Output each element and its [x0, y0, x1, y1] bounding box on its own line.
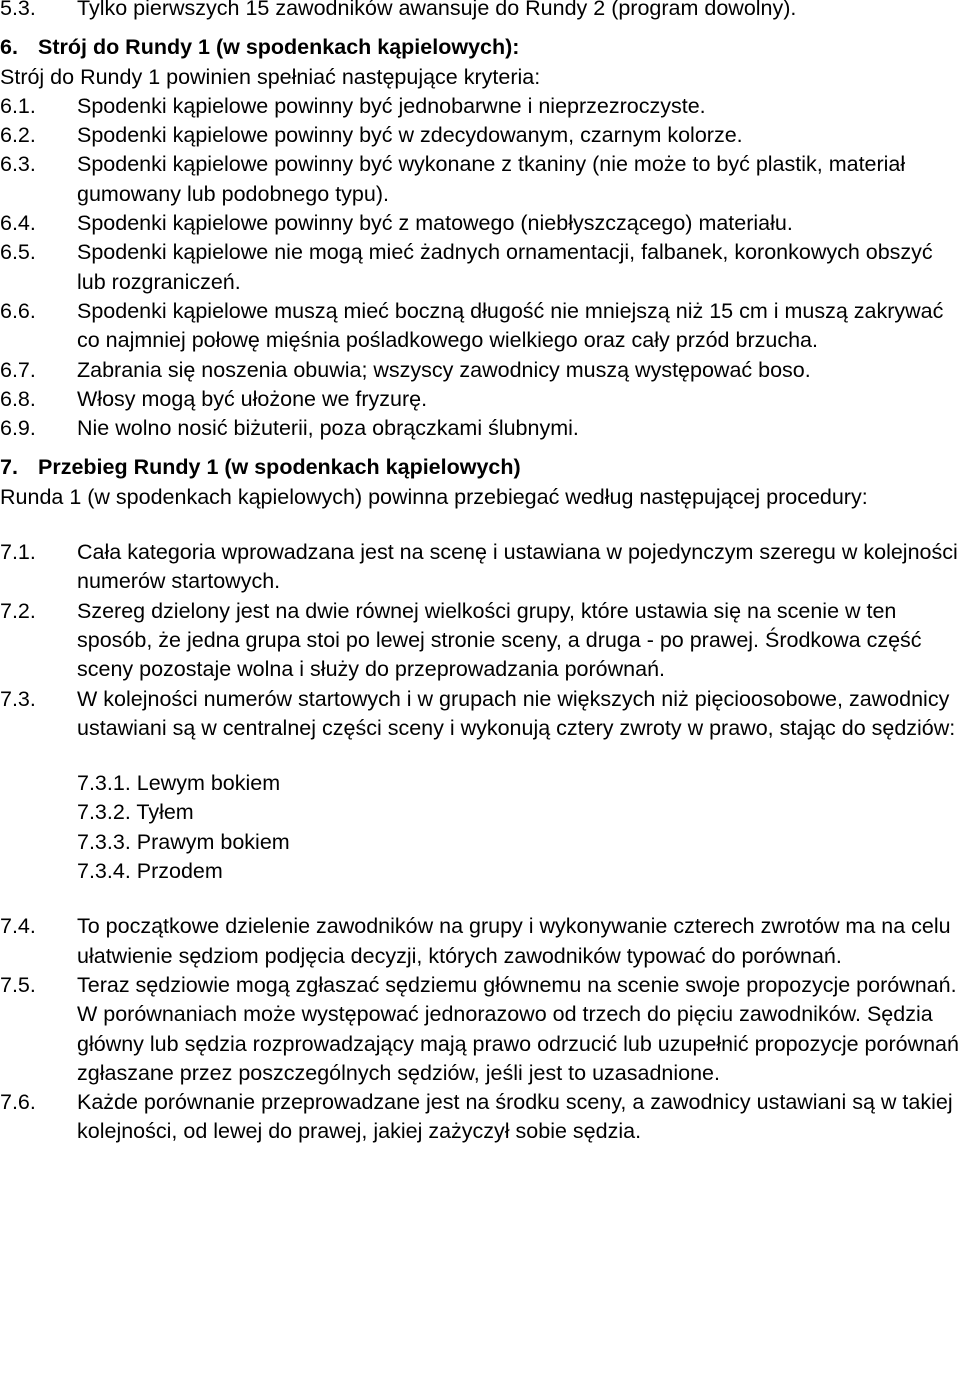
turn-item: 7.3.2. Tyłem [77, 800, 194, 825]
section-7-intro: Runda 1 (w spodenkach kąpielowych) powinna przebiegać według następującej procedury: [0, 484, 868, 509]
rule-text: Spodenki kąpielowe nie mogą mieć żadnych ornamentacji, falbanek, koronkowych obszyć lub rozgraniczeń. [77, 240, 933, 294]
section-7-heading [0, 453, 960, 482]
rule-6-3 [0, 150, 960, 209]
rule-text: Zabrania się noszenia obuwia; wszyscy zawodnicy muszą występować boso. [77, 357, 811, 382]
section-number: 7. [0, 455, 18, 480]
section-6-intro: Strój do Rundy 1 powinien spełniać następujące kryteria: [0, 64, 541, 89]
rule-text: Spodenki kąpielowe muszą mieć boczną długość nie mniejszą niż 15 cm i muszą zakrywać co najmniej połowę mięśnia pośladkowego wielkiego oraz cały przód brzucha. [77, 298, 944, 353]
rule-7-4 [0, 912, 960, 971]
rule-7-2 [0, 597, 960, 685]
rule-text: W kolejności numerów startowych i w grupach nie większych niż pięcioosobowe, zawodnicy ustawiani są w centralnej części sceny i wykonują cztery zwroty w prawo, stając do sędziów: [77, 686, 956, 740]
rule-6-5 [0, 238, 960, 297]
rule-text: Nie wolno nosić biżuterii, poza obrączkami ślubnymi. [77, 416, 579, 441]
rule-6-4 [0, 209, 960, 238]
rule-6-8 [0, 385, 960, 414]
turns-list [0, 769, 960, 886]
rule-number: 7.4. [0, 914, 36, 939]
rule-number: 6.3. [0, 152, 36, 177]
rule-7-1 [0, 538, 960, 597]
section-title: Strój do Rundy 1 (w spodenkach kąpielowych): [38, 35, 520, 60]
rule-number: 6.4. [0, 211, 36, 236]
rule-text: Spodenki kąpielowe powinny być jednobarwne i nieprzezroczyste. [77, 93, 706, 118]
rule-text: Spodenki kąpielowe powinny być z matowego (niebłyszczącego) materiału. [77, 211, 793, 236]
rule-text: Spodenki kąpielowe powinny być w zdecydowanym, czarnym kolorze. [77, 123, 743, 148]
rule-text: Teraz sędziowie mogą zgłaszać sędziemu głównemu na scenie swoje propozycje porównań. W porównaniach może występować jednorazowo od trzech do pięciu zawodników. Sędzia główny lub sędzia rozprowadzający mają prawo odrzucić lub uzupełnić propozycje porównań zgłaszane przez poszczególnych sędziów, jeśli jest to uzasadnione. [77, 972, 959, 1085]
rule-number: 7.3. [0, 686, 36, 711]
rule-number: 7.6. [0, 1090, 36, 1115]
rule-6-9 [0, 414, 960, 443]
rule-number: 5.3. [0, 0, 36, 20]
section-number: 6. [0, 35, 18, 60]
rule-number: 6.1. [0, 93, 36, 118]
rule-number: 7.5. [0, 972, 36, 997]
rule-text: Każde porównanie przeprowadzane jest na środku sceny, a zawodnicy ustawiani są w takiej kolejności, od lewej do prawej, jakiej zażyczył sobie sędzia. [77, 1090, 953, 1144]
rule-number: 6.8. [0, 386, 36, 411]
rule-5-3 [0, 0, 960, 23]
rule-text: Włosy mogą być ułożone we fryzurę. [77, 386, 428, 411]
rule-text: Cała kategoria wprowadzana jest na scenę i ustawiana w pojedynczym szeregu w kolejności numerów startowych. [77, 540, 958, 594]
rule-text: Spodenki kąpielowe powinny być wykonane z tkaniny (nie może to być plastik, materiał gumowany lub podobnego typu). [77, 152, 906, 206]
rule-6-1 [0, 92, 960, 121]
rule-6-6 [0, 297, 960, 356]
rule-text: Szereg dzielony jest na dwie równej wielkości grupy, które ustawia się na scenie w ten sposób, że jedna grupa stoi po lewej stronie sceny, a druga - po prawej. Środkowa część sceny pozostaje wolna i służy do przeprowadzania porównań. [77, 598, 922, 682]
rule-7-6 [0, 1088, 960, 1147]
rule-number: 6.2. [0, 123, 36, 148]
rule-number: 6.6. [0, 298, 36, 323]
rule-number: 7.1. [0, 540, 36, 565]
rule-text: Tylko pierwszych 15 zawodników awansuje do Rundy 2 (program dowolny). [77, 0, 797, 20]
rule-7-5 [0, 971, 960, 1088]
turn-item: 7.3.1. Lewym bokiem [77, 771, 281, 796]
rule-number: 6.7. [0, 357, 36, 382]
rule-6-2 [0, 121, 960, 150]
rule-7-3 [0, 685, 960, 744]
rule-number: 7.2. [0, 598, 36, 623]
section-6-heading [0, 33, 960, 62]
rule-6-7 [0, 356, 960, 385]
section-title: Przebieg Rundy 1 (w spodenkach kąpielowych) [38, 455, 521, 480]
turn-item: 7.3.3. Prawym bokiem [77, 829, 290, 854]
turn-item: 7.3.4. Przodem [77, 859, 223, 884]
rule-text: To początkowe dzielenie zawodników na grupy i wykonywanie czterech zwrotów ma na celu ułatwienie sędziom podjęcia decyzji, których zawodników typować do porównań. [77, 914, 951, 968]
rule-number: 6.5. [0, 240, 36, 265]
rule-number: 6.9. [0, 416, 36, 441]
